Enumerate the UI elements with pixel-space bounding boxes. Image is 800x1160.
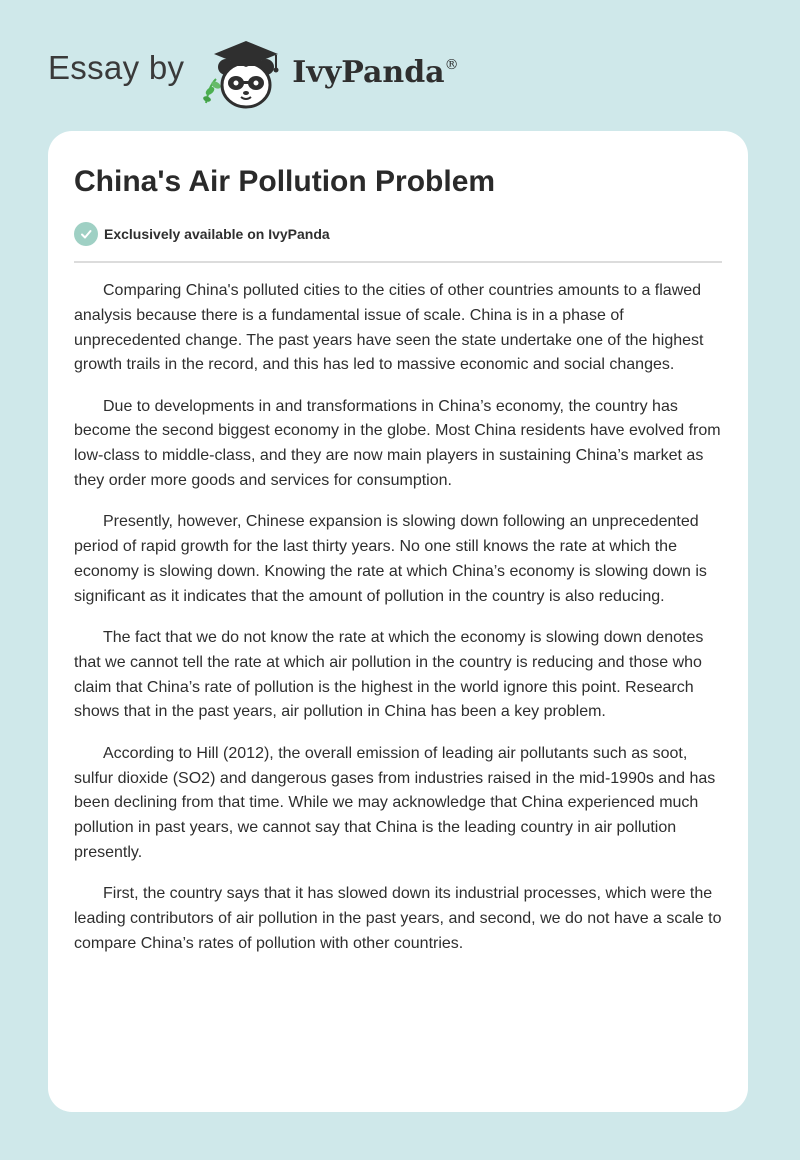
panda-logo-icon[interactable] (198, 37, 288, 111)
page-title: China's Air Pollution Problem (74, 165, 496, 198)
paragraph: The fact that we do not know the rate at which the economy is slowing down denotes that we cannot tell the rate at which air pollution in the country is reducing and those who claim that China’s rate of pollution is the highest in the world ignore this point. Research shows that in the past years, air pollution in China has been a key problem. (74, 629, 704, 721)
check-circle-icon (74, 222, 98, 246)
exclusive-label: Exclusively available on IvyPanda (104, 226, 330, 242)
paragraph: Presently, however, Chinese expansion is slowing down following an unprecedented period of rapid growth for the last thirty years. No one still knows the rate at which the economy is slowing down. Knowing the rate at which China’s economy is slowing down is significant as it indicates that the amount of pollution in the country is also reducing. (74, 513, 707, 605)
exclusive-badge (74, 222, 330, 246)
site-header (48, 34, 459, 114)
essay-by-label: Essay by (48, 49, 185, 86)
registered-mark: ® (444, 56, 459, 73)
essay-body (74, 279, 726, 973)
paragraph: Comparing China's polluted cities to the cities of other countries amounts to a flawed analysis because there is a fundamental issue of scale. China is in a phase of unprecedented change. The past years have seen the state undertake one of the highest growth trails in the record, and this has led to massive economic and social changes. (74, 282, 704, 374)
paragraph: Due to developments in and transformations in China’s economy, the country has become the second biggest economy in the globe. Most China residents have evolved from low-class to middle-class, and they are now main players in sustaining China’s market as they order more goods and services for consumption. (74, 397, 721, 490)
brand-name[interactable]: IvyPanda® (292, 54, 459, 90)
paragraph: According to Hill (2012), the overall emission of leading air pollutants such as soot, sulfur dioxide (SO2) and dangerous gases from industries raised in the mid-1990s and has been declining from that time. While we may acknowledge that China experienced much pollution in past years, we cannot say that China is the leading country in air pollution presently. (74, 744, 716, 861)
paragraph: First, the country says that it has slowed down its industrial processes, which were the leading contributors of air pollution in the past years, and second, we do not have a scale to compare China’s rates of pollution with other countries. (74, 885, 722, 952)
essay-card (48, 131, 748, 1112)
divider (74, 261, 722, 263)
